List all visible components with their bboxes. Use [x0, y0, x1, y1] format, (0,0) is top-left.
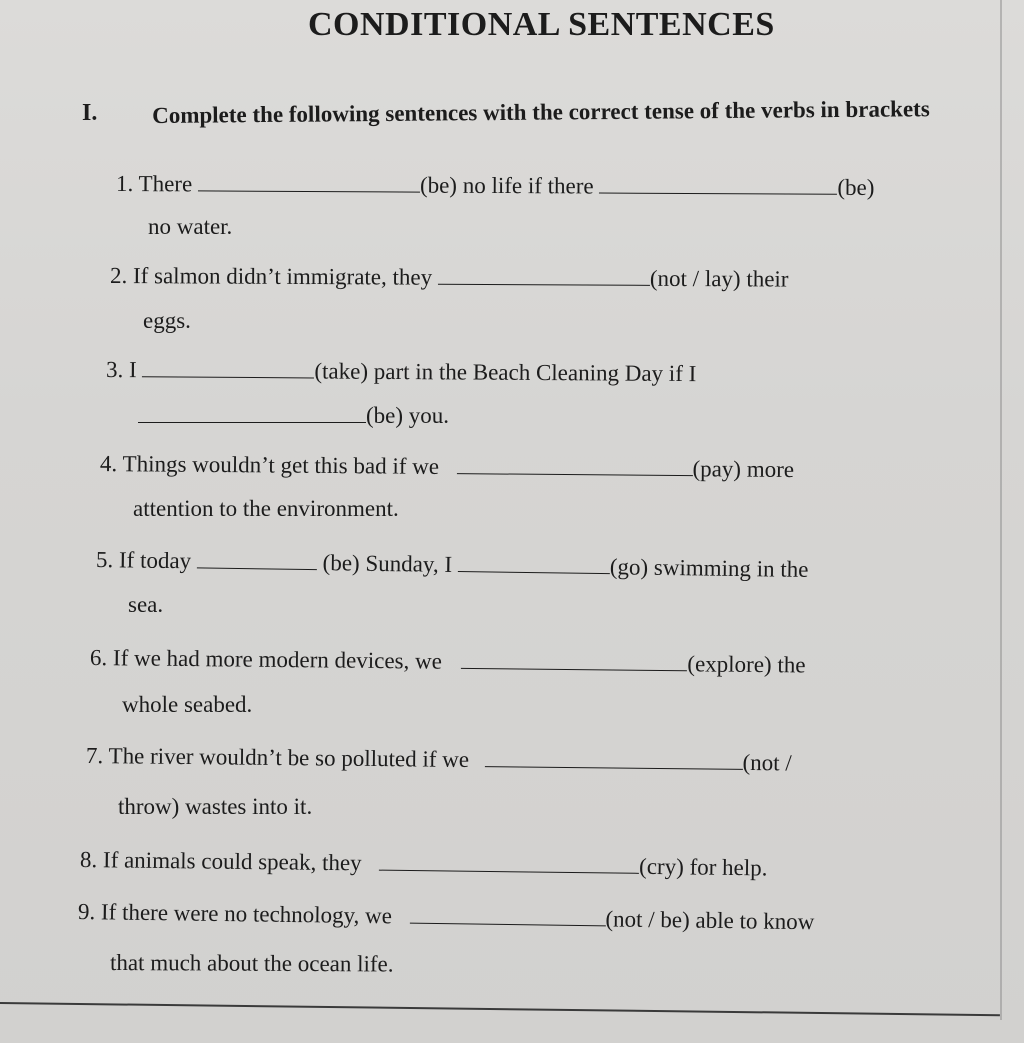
item-9-line-1 [78, 898, 815, 935]
item-9-line-2: that much about the ocean life. [109, 950, 394, 977]
item-text: (explore) the [687, 651, 806, 678]
item-text: There [138, 171, 193, 197]
item-number: 5. [95, 547, 114, 573]
item-5-line-2: sea. [128, 592, 164, 617]
item-3-line-1 [106, 356, 697, 387]
item-2-line-2: eggs. [143, 308, 191, 333]
item-4-line-1 [100, 450, 794, 483]
worksheet-title: CONDITIONAL SENTENCES [308, 6, 775, 43]
answer-blank[interactable] [438, 264, 650, 286]
item-4-line-2: attention to the environment. [133, 496, 399, 521]
item-text: The river wouldn’t be so polluted if we [108, 743, 470, 773]
item-3-line-2 [138, 402, 449, 429]
item-number: 8. [79, 847, 98, 873]
item-6-line-2: whole seabed. [122, 692, 253, 717]
item-text: (not / lay) their [649, 265, 789, 292]
answer-blank[interactable] [138, 402, 366, 423]
item-text: (cry) for help. [638, 853, 768, 881]
item-number: 1. [115, 171, 134, 197]
item-number: 4. [99, 451, 118, 477]
item-2-line-1 [110, 262, 789, 293]
item-text: (not / [742, 749, 792, 776]
item-8-line-1 [80, 846, 768, 881]
answer-blank[interactable] [599, 173, 837, 195]
section-instruction: Complete the following sentences with the correct tense of the verbs in brackets [152, 96, 930, 128]
item-text: (be) no life if there [419, 172, 594, 199]
item-text: (take) part in the Beach Cleaning Day if I [314, 358, 697, 387]
item-text: If today [118, 547, 192, 574]
item-text: (be) Sunday, I [322, 550, 453, 577]
answer-blank[interactable] [461, 648, 687, 671]
item-number: 7. [85, 743, 104, 769]
answer-blank[interactable] [484, 746, 742, 770]
item-7-line-1 [86, 742, 792, 776]
item-text: If we had more modern devices, we [112, 645, 443, 674]
item-text: (go) swimming in the [609, 554, 809, 582]
item-1-line-2: no water. [148, 214, 233, 239]
item-number: 2. [109, 263, 128, 289]
item-text: I [128, 357, 137, 383]
item-5-line-1 [96, 546, 809, 583]
item-number: 3. [105, 357, 124, 383]
item-7-line-2: throw) wastes into it. [118, 794, 313, 819]
item-text: (be) [837, 174, 875, 200]
item-text: If salmon didn’t immigrate, they [132, 263, 433, 290]
page-edge-line [1000, 0, 1002, 1020]
answer-blank[interactable] [142, 356, 314, 378]
answer-blank[interactable] [197, 547, 317, 570]
item-1-line-1 [116, 170, 875, 201]
answer-blank[interactable] [379, 850, 639, 874]
item-number: 6. [89, 645, 108, 671]
item-text: If there were no technology, we [100, 899, 393, 929]
section-number: I. [82, 100, 98, 126]
item-6-line-1 [90, 644, 806, 678]
item-text: If animals could speak, they [102, 847, 362, 876]
bottom-rule [0, 1002, 1000, 1016]
answer-blank[interactable] [458, 551, 610, 574]
answer-blank[interactable] [198, 170, 420, 192]
answer-blank[interactable] [409, 903, 605, 927]
item-text: (pay) more [692, 456, 795, 483]
item-number: 9. [77, 899, 96, 925]
item-text: (be) you. [366, 403, 450, 428]
item-text: (not / be) able to know [605, 906, 815, 935]
item-text: Things wouldn’t get this bad if we [122, 451, 440, 479]
answer-blank[interactable] [456, 453, 692, 476]
